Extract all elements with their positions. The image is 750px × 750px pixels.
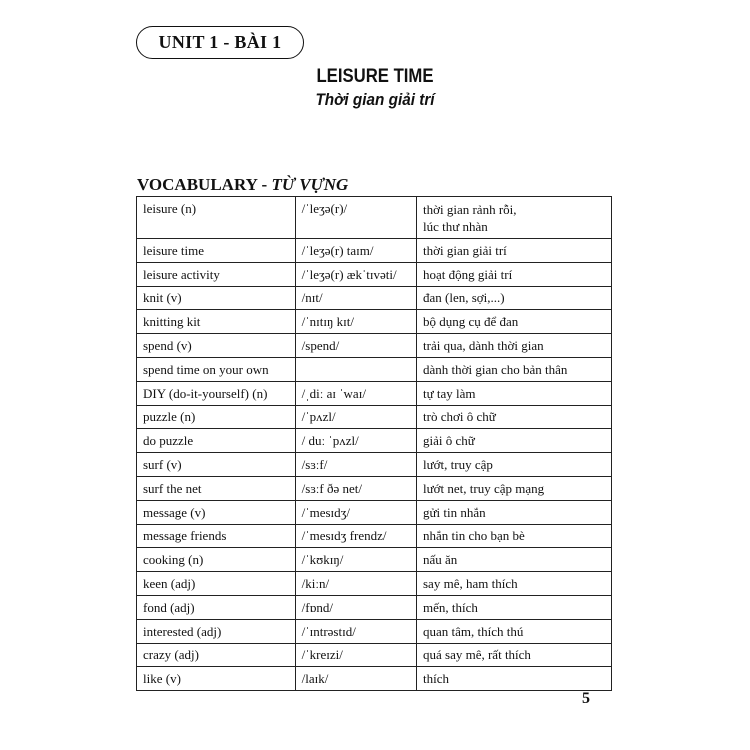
table-row — [137, 334, 612, 358]
vocab-ipa-cell: /laɪk/ — [295, 667, 416, 691]
vocab-word-cell: interested (adj) — [137, 619, 296, 643]
vocab-meaning-cell: trò chơi ô chữ — [417, 405, 612, 429]
vocab-word-cell: leisure (n) — [137, 197, 296, 239]
vocab-word-cell: leisure activity — [137, 262, 296, 286]
vocab-meaning-cell: lướt net, truy cập mạng — [417, 476, 612, 500]
table-row — [137, 619, 612, 643]
vocab-meaning-cell: gửi tin nhắn — [417, 500, 612, 524]
vocab-meaning-cell: nấu ăn — [417, 548, 612, 572]
vocab-meaning-cell: trải qua, dành thời gian — [417, 334, 612, 358]
table-row — [137, 548, 612, 572]
vocab-word-cell: puzzle (n) — [137, 405, 296, 429]
vocab-word-cell: DIY (do-it-yourself) (n) — [137, 381, 296, 405]
table-row — [137, 500, 612, 524]
vocab-meaning-cell: thích — [417, 667, 612, 691]
vocab-meaning-cell: dành thời gian cho bản thân — [417, 357, 612, 381]
table-row — [137, 643, 612, 667]
vocab-meaning-cell: quá say mê, rất thích — [417, 643, 612, 667]
section-heading — [137, 175, 348, 195]
vocab-word-cell: knit (v) — [137, 286, 296, 310]
vocab-ipa-cell: /ˈmesɪdʒ frendz/ — [295, 524, 416, 548]
vocab-word-cell: surf (v) — [137, 453, 296, 477]
vocab-meaning-cell: tự tay làm — [417, 381, 612, 405]
vocab-word-cell: leisure time — [137, 239, 296, 263]
vocab-word-cell: crazy (adj) — [137, 643, 296, 667]
vocab-ipa-cell: / duː ˈpʌzl/ — [295, 429, 416, 453]
vocab-ipa-cell — [295, 357, 416, 381]
table-row — [137, 310, 612, 334]
unit-label-badge — [136, 26, 304, 59]
table-row — [137, 405, 612, 429]
vocab-meaning-cell: quan tâm, thích thú — [417, 619, 612, 643]
vocab-meaning-cell: giải ô chữ — [417, 429, 612, 453]
table-row — [137, 197, 612, 239]
table-row — [137, 524, 612, 548]
vocab-word-cell: cooking (n) — [137, 548, 296, 572]
table-row — [137, 381, 612, 405]
vocab-word-cell: surf the net — [137, 476, 296, 500]
vocab-ipa-cell: /nɪt/ — [295, 286, 416, 310]
section-heading-en: VOCABULARY - — [137, 175, 272, 194]
unit-label: UNIT 1 - BÀI 1 — [158, 32, 282, 52]
vocab-ipa-cell: /ˈnɪtɪŋ kɪt/ — [295, 310, 416, 334]
table-row — [137, 453, 612, 477]
vocab-ipa-cell: /ˈleʒə(r) taɪm/ — [295, 239, 416, 263]
vocab-meaning-cell: say mê, ham thích — [417, 572, 612, 596]
table-row — [137, 239, 612, 263]
vocab-word-cell: message (v) — [137, 500, 296, 524]
vocab-ipa-cell: /ˈleʒə(r)/ — [295, 197, 416, 239]
page-subtitle: Thời gian giải trí — [315, 90, 435, 109]
vocab-meaning-cell: hoạt động giải trí — [417, 262, 612, 286]
vocab-word-cell: do puzzle — [137, 429, 296, 453]
vocabulary-table — [136, 196, 612, 691]
vocabulary-table-body — [137, 197, 612, 691]
vocab-ipa-cell: /ˈmesɪdʒ/ — [295, 500, 416, 524]
vocab-meaning-cell: bộ dụng cụ để đan — [417, 310, 612, 334]
table-row — [137, 357, 612, 381]
vocab-meaning-cell: thời gian giải trí — [417, 239, 612, 263]
vocab-word-cell: message friends — [137, 524, 296, 548]
table-row — [137, 595, 612, 619]
table-row — [137, 667, 612, 691]
vocab-meaning-cell: mến, thích — [417, 595, 612, 619]
vocab-meaning-line: thời gian rảnh rỗi, — [423, 201, 517, 217]
vocab-ipa-cell: /ˈkreɪzi/ — [295, 643, 416, 667]
page-number: 5 — [582, 690, 590, 707]
table-row — [137, 476, 612, 500]
vocab-ipa-cell: /ˈɪntrəstɪd/ — [295, 619, 416, 643]
vocab-ipa-cell: /fɒnd/ — [295, 595, 416, 619]
vocab-meaning-cell: đan (len, sợi,...) — [417, 286, 612, 310]
vocab-ipa-cell: /ˈleʒə(r) ækˈtɪvəti/ — [295, 262, 416, 286]
vocab-ipa-cell: /ˌdiː aɪ ˈwaɪ/ — [295, 381, 416, 405]
vocab-word-cell: fond (adj) — [137, 595, 296, 619]
section-heading-vi: TỪ VỰNG — [271, 175, 349, 194]
vocab-ipa-cell: /ˈkʊkɪŋ/ — [295, 548, 416, 572]
vocab-word-cell: knitting kit — [137, 310, 296, 334]
vocab-meaning-cell: lướt, truy cập — [417, 453, 612, 477]
vocab-ipa-cell: /ˈpʌzl/ — [295, 405, 416, 429]
vocab-word-cell: like (v) — [137, 667, 296, 691]
vocab-ipa-cell: /kiːn/ — [295, 572, 416, 596]
vocab-word-cell: spend (v) — [137, 334, 296, 358]
table-row — [137, 429, 612, 453]
table-row — [137, 262, 612, 286]
table-row — [137, 286, 612, 310]
vocab-ipa-cell: /sɜːf ðə net/ — [295, 476, 416, 500]
vocab-meaning-line: lúc thư nhàn — [423, 218, 488, 234]
table-row — [137, 572, 612, 596]
vocab-meaning-cell — [417, 197, 612, 239]
vocab-meaning-cell: nhắn tin cho bạn bè — [417, 524, 612, 548]
vocab-word-cell: keen (adj) — [137, 572, 296, 596]
vocab-word-cell: spend time on your own — [137, 357, 296, 381]
vocab-ipa-cell: /spend/ — [295, 334, 416, 358]
page-title: LEISURE TIME — [316, 66, 434, 87]
vocab-ipa-cell: /sɜːf/ — [295, 453, 416, 477]
